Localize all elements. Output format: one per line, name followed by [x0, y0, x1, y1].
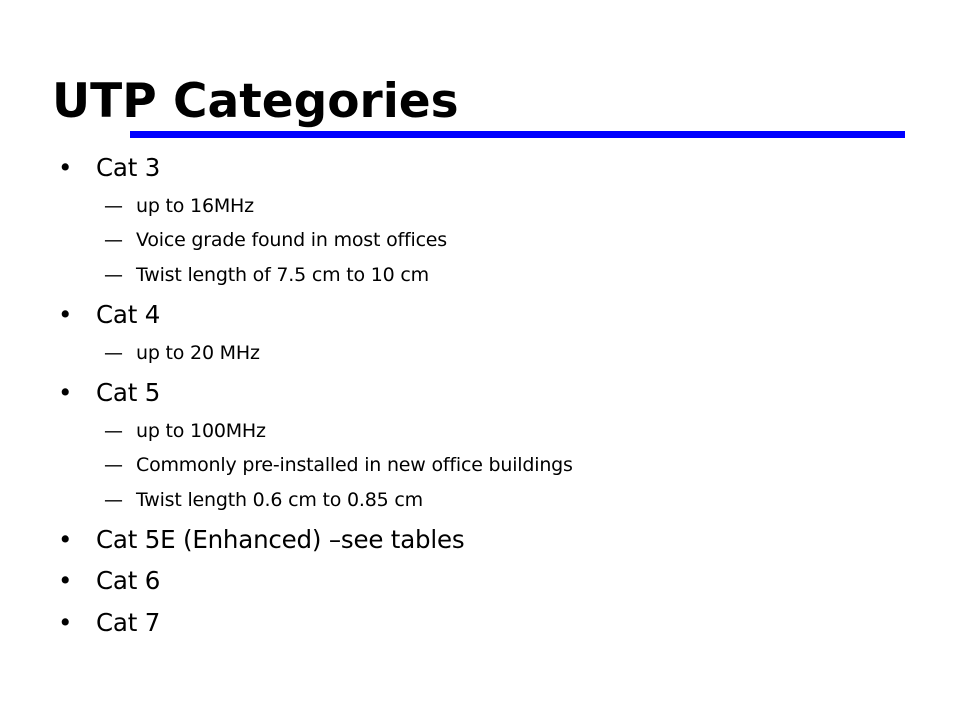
dash-icon: — — [104, 342, 123, 364]
slide-title: UTP Categories — [52, 74, 459, 129]
bullet-item-cat5 — [58, 378, 160, 408]
bullet-item-cat6 — [58, 566, 160, 596]
sub-item-label: up to 20 MHz — [136, 342, 260, 364]
sub-item — [104, 228, 447, 252]
bullet-item-cat4 — [58, 300, 160, 330]
bullet-icon: • — [58, 300, 73, 329]
bullet-item-cat3 — [58, 153, 160, 183]
bullet-label: Cat 5E (Enhanced) –see tables — [96, 525, 465, 554]
dash-icon: — — [104, 454, 123, 476]
sub-item-label: Voice grade found in most offices — [136, 229, 448, 251]
dash-icon: — — [104, 264, 123, 286]
bullet-item-cat7 — [58, 608, 160, 638]
sub-item — [104, 488, 423, 512]
bullet-label: Cat 3 — [96, 153, 161, 182]
sub-item-label: up to 100MHz — [136, 420, 266, 442]
bullet-label: Cat 7 — [96, 608, 161, 637]
bullet-icon: • — [58, 608, 73, 637]
bullet-icon: • — [58, 153, 73, 182]
sub-item — [104, 419, 266, 443]
bullet-label: Cat 5 — [96, 378, 161, 407]
bullet-label: Cat 4 — [96, 300, 161, 329]
dash-icon: — — [104, 195, 123, 217]
bullet-icon: • — [58, 566, 73, 595]
bullet-icon: • — [58, 378, 73, 407]
dash-icon: — — [104, 420, 123, 442]
bullet-icon: • — [58, 525, 73, 554]
sub-item — [104, 194, 254, 218]
sub-item — [104, 263, 429, 287]
sub-item-label: Twist length 0.6 cm to 0.85 cm — [136, 489, 423, 511]
sub-item-label: up to 16MHz — [136, 195, 254, 217]
sub-item-label: Twist length of 7.5 cm to 10 cm — [136, 264, 429, 286]
sub-item-label: Commonly pre-installed in new office buildings — [136, 454, 573, 476]
bullet-item-cat5e — [58, 525, 464, 555]
dash-icon: — — [104, 489, 123, 511]
bullet-label: Cat 6 — [96, 566, 161, 595]
dash-icon: — — [104, 229, 123, 251]
sub-item — [104, 453, 573, 477]
sub-item — [104, 341, 260, 365]
